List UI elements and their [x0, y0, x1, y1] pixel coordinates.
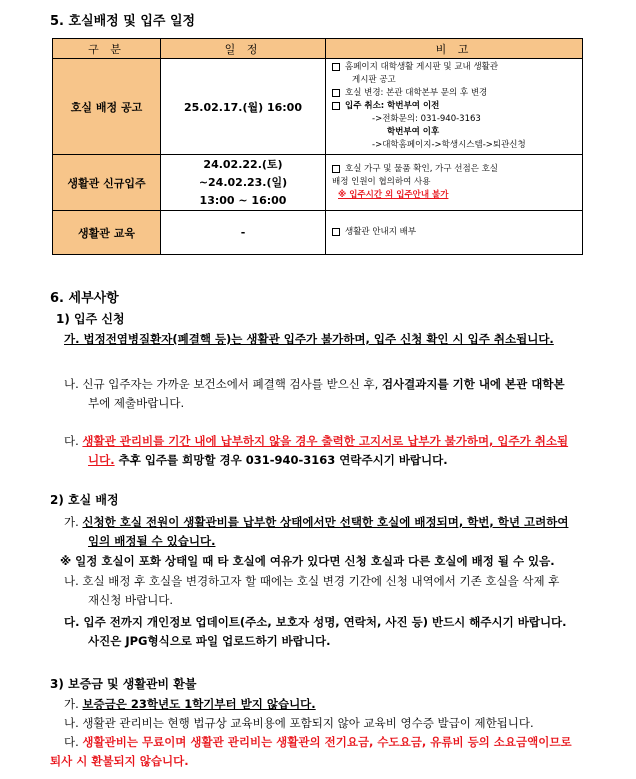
item-da: [64, 732, 572, 752]
item-ga: 가. 법정전염병질환자(폐결핵 등)는 생활관 입주가 불가하며, 입주 신청 확인 시 입주 취소됩니다.: [64, 332, 554, 346]
row-remarks: [326, 155, 583, 211]
row-remarks: [326, 211, 583, 255]
table-row: [53, 59, 583, 155]
item-text: 가.: [64, 697, 83, 711]
row-date: [161, 155, 326, 211]
item-text: 나. 신규 입주자는 가까운 보건소에서 폐결핵 검사를 받으신 후,: [64, 377, 379, 391]
remark-text: 입주 취소: 학번부여 이전: [345, 101, 440, 111]
row-label: 호실 배정 공고: [53, 59, 161, 155]
item-na-cont: 재신청 바랍니다.: [88, 593, 174, 607]
remark-text: 생활관 안내지 배부: [345, 227, 417, 237]
checkbox-icon: [332, 89, 340, 97]
remark-warning: ※ 입주시간 외 입주안내 불가: [338, 190, 449, 200]
item-text-bold: 검사결과지를 기한 내에 본관 대학본: [381, 377, 565, 391]
item-na: [64, 374, 565, 394]
date-line: 13:00 ~ 16:00: [199, 193, 287, 207]
item-text: 가.: [64, 515, 83, 529]
item-da: 다. 입주 전까지 개인정보 업데이트(주소, 보호자 성명, 연락처, 사진 등) 반드시 해주시기 바랍니다.: [64, 615, 567, 629]
table-row: [53, 211, 583, 255]
header-remarks: 비 고: [326, 39, 583, 59]
header-schedule: 일 정: [161, 39, 326, 59]
item-warning: 생활관 관리비를 기간 내에 납부하지 않을 경우 출력한 고지서로 납부가 불가하며, 입주가 취소됨: [82, 434, 569, 448]
row-label: 생활관 교육: [53, 211, 161, 255]
item-ga: [64, 512, 568, 532]
item-text-bold: 신청한 호실 전원이 생활관비를 납부한 상태에서만 선택한 호실에 배정되며, 학번, 학년 고려하여: [82, 515, 569, 529]
remark-text: 학번부여 이후: [387, 127, 440, 137]
subsection-title: 1) 입주 신청: [56, 312, 125, 326]
remark-text: 게시판 공고: [352, 75, 396, 85]
item-na: 나. 호실 배정 후 호실을 변경하고자 할 때에는 호실 변경 기간에 신청 내역에서 기존 호실을 삭제 후: [64, 574, 560, 588]
table-header-row: [53, 39, 583, 59]
item-warning: 니다.: [88, 453, 115, 467]
item-text-bold: 보증금은 23학년도 1학기부터 받지 않습니다.: [82, 697, 316, 711]
header-category: 구 분: [53, 39, 161, 59]
section-6-title: 6. 세부사항: [50, 291, 119, 306]
date-line: 24.02.22.(토): [203, 157, 283, 171]
subsection-title: 3) 보증금 및 생활관비 환불: [50, 677, 197, 691]
item-da-cont: [88, 450, 448, 470]
section-5-title: 5. 호실배정 및 입주 일정: [50, 14, 196, 29]
remark-text: 홈페이지 대학생활 게시판 및 교내 생활관: [345, 62, 499, 72]
remark-text: 호실 가구 및 물품 확인, 가구 선점은 호실: [345, 164, 498, 174]
checkbox-icon: [332, 165, 340, 173]
item-da: [64, 431, 568, 451]
checkbox-icon: [332, 228, 340, 236]
remark-text: ->전화문의: 031-940-3163: [372, 114, 481, 124]
row-date: -: [161, 211, 326, 255]
checkbox-icon: [332, 63, 340, 71]
date-line: ~24.02.23.(일): [198, 175, 288, 189]
item-text-bold: 추후 입주를 희망할 경우 031-940-3163 연락주시기 바랍니다.: [114, 453, 448, 467]
row-date: 25.02.17.(월) 16:00: [161, 59, 326, 155]
item-na-cont: 부에 제출바랍니다.: [88, 396, 185, 410]
item-ga: [64, 694, 316, 714]
item-da-cont: 퇴사 시 환불되지 않습니다.: [50, 754, 189, 768]
remark-text: 배정 인원이 협의하여 사용: [332, 177, 431, 187]
item-note: ※ 일정 호실이 포화 상태일 때 타 호실에 여유가 있다면 신청 호실과 다른 호실에 배정 될 수 있음.: [60, 554, 555, 568]
remark-text: 호실 변경: 본관 대학본부 문의 후 변경: [345, 88, 488, 98]
item-ga-cont: 임의 배정될 수 있습니다.: [88, 534, 216, 548]
table-row: [53, 155, 583, 211]
item-da-cont: 사진은 JPG형식으로 파일 업로드하기 바랍니다.: [88, 634, 331, 648]
subsection-title: 2) 호실 배정: [50, 493, 119, 507]
item-warning: 생활관비는 무료이며 생활관 관리비는 생활관의 전기요금, 수도요금, 유류비 등의 소요금액이므로: [82, 735, 572, 749]
row-label: 생활관 신규입주: [53, 155, 161, 211]
schedule-table: [52, 38, 583, 255]
checkbox-icon: [332, 102, 340, 110]
row-remarks: [326, 59, 583, 155]
item-text: 다.: [64, 735, 83, 749]
item-text: 다.: [64, 434, 83, 448]
remark-text: ->대학홈페이지->학생시스템->퇴관신청: [372, 140, 526, 150]
item-na: 나. 생활관 관리비는 현행 법규상 교육비용에 포함되지 않아 교육비 영수증 발급이 제한됩니다.: [64, 716, 534, 730]
